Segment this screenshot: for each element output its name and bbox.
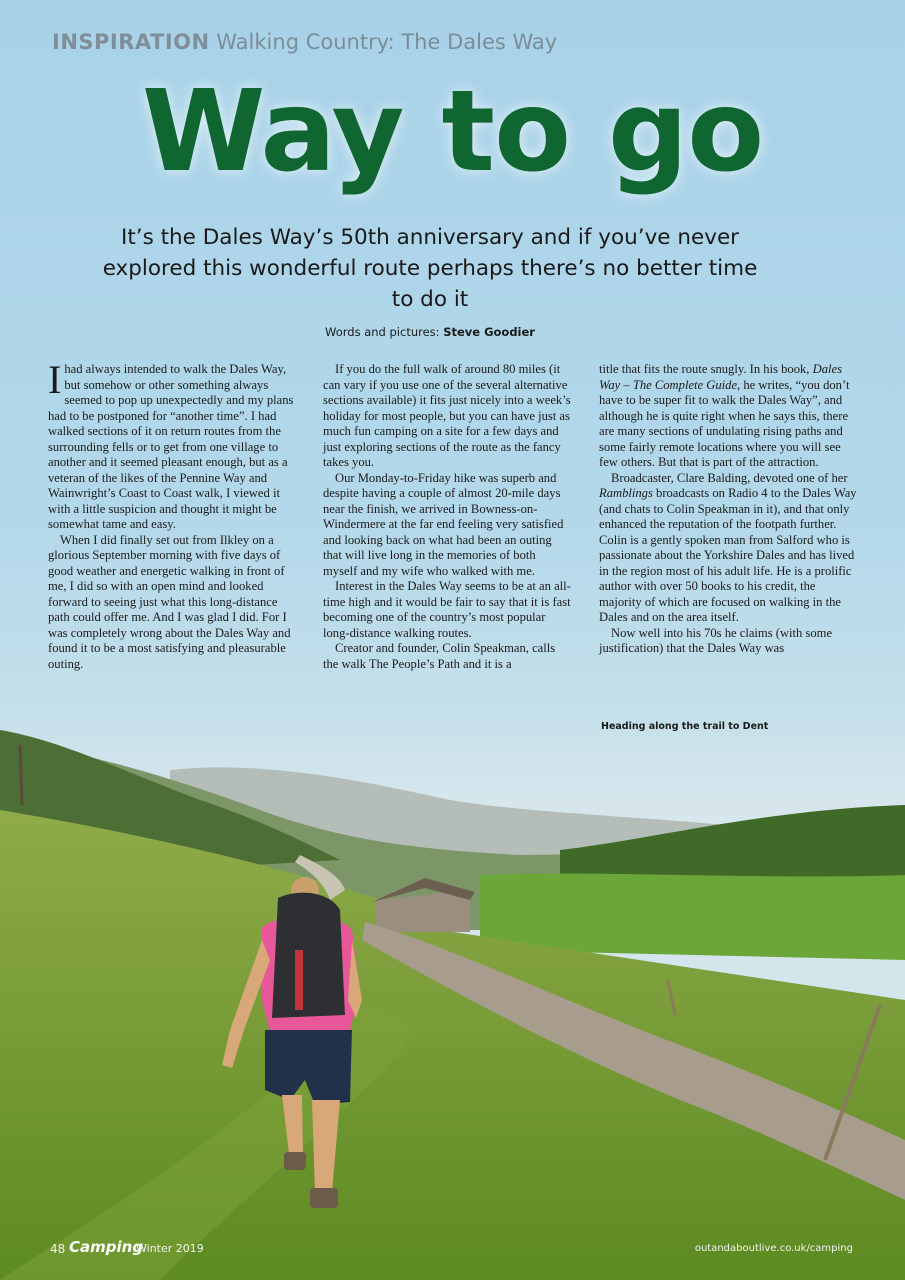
page-number: 48	[50, 1242, 66, 1256]
paragraph: If you do the full walk of around 80 miles (it can vary if you use one of the several alternative sections available) it fits just nicely into a week’s holiday for most people, but you can have just as much fun camping on a site for a few days and just exploring sections of the route as the fancy takes you.	[323, 362, 571, 469]
byline-label: Words and pictures:	[325, 325, 440, 339]
magazine-name: Camping	[69, 1238, 144, 1256]
paragraph: Our Monday-to-Friday hike was superb and despite having a couple of almost 20-mile days near the finish, we arrived in Bowness-on-Windermere at the far end feeling very satisfied and looking back on what had been an outing that will live long in the memories of both myself and my wife who walked with me.	[323, 470, 564, 578]
paragraph: Now well into his 70s he claims (with some justification) that the Dales Way was	[599, 625, 833, 655]
paragraph: Interest in the Dales Way seems to be at an all-time high and it would be fair to say that it is fast becoming one of the country’s most popular long-distance walking routes.	[323, 579, 571, 640]
paragraph: Broadcaster, Clare Balding, devoted one of her Ramblings broadcasts on Radio 4 to the Dales Way (and chats to Colin Speakman in it), and that only enhanced the reputation of the footpath further. Colin is a gently spoken man from Salford who is passionate about the Yorkshire Dales and has lived in the region most of his adult life. He is a prolific author with over 50 books to his credit, the majority of which are focused on walking in the Dales and on the area itself.	[599, 470, 857, 624]
paragraph: Ihad always intended to walk the Dales Way, but somehow or other something always seemed to pop up unexpectedly and my plans had to be postponed for “another time”. I had walked sections of it on return routes from the surrounding fells or to get from one village to another and it seemed pleasant enough, but as a veteran of the likes of the Pennine Way and Wainwright’s Coast to Coast walk, I viewed it with a little suspicion and thought it might be somewhat tame and easy.	[48, 357, 294, 531]
byline-author: Steve Goodier	[443, 325, 535, 339]
paragraph: title that fits the route snugly. In his book, Dales Way – The Complete Guide, he writes, “you don’t have to be super fit to walk the Dales Way”, and although he is quite right when he says this, there are many sections of undulating rising paths and some fairly remote locations where you will see few others. But that is part of the attraction.	[599, 362, 850, 469]
section-header	[52, 30, 557, 54]
standfirst: It’s the Dales Way’s 50th anniversary and if you’ve never explored this wonderful route perhaps there’s no better time to do it	[102, 225, 758, 312]
article-column-1	[48, 357, 296, 672]
book-title: Dales Way – The Complete Guide	[599, 362, 842, 392]
byline	[0, 325, 860, 339]
paragraph: Creator and founder, Colin Speakman, calls the walk The People’s Path and it is a	[323, 641, 556, 671]
section-kicker: INSPIRATION	[52, 30, 210, 54]
photo-caption: Heading along the trail to Dent	[601, 721, 769, 732]
article-column-3	[599, 362, 857, 657]
paragraph: When I did finally set out from Ilkley on a glorious September morning with five days of good weather and energetic walking in front of me, I did so with an open mind and looked forward to seeing just what this long-distance path could offer me. And I was glad I did. For I was completely wrong about the Dales Way and found it to be a most satisfying and pleasurable outing.	[48, 532, 291, 671]
section-title: Walking Country: The Dales Way	[216, 30, 558, 54]
issue-label: Winter 2019	[136, 1242, 204, 1255]
drop-cap: I	[48, 357, 62, 402]
programme-title: Ramblings	[599, 486, 653, 500]
footer-url: outandaboutlive.co.uk/camping	[694, 1243, 853, 1254]
landscape-photo	[0, 700, 905, 1280]
page-footer	[0, 1238, 905, 1262]
article-column-2	[323, 362, 571, 672]
headline: Way to go	[141, 67, 764, 197]
